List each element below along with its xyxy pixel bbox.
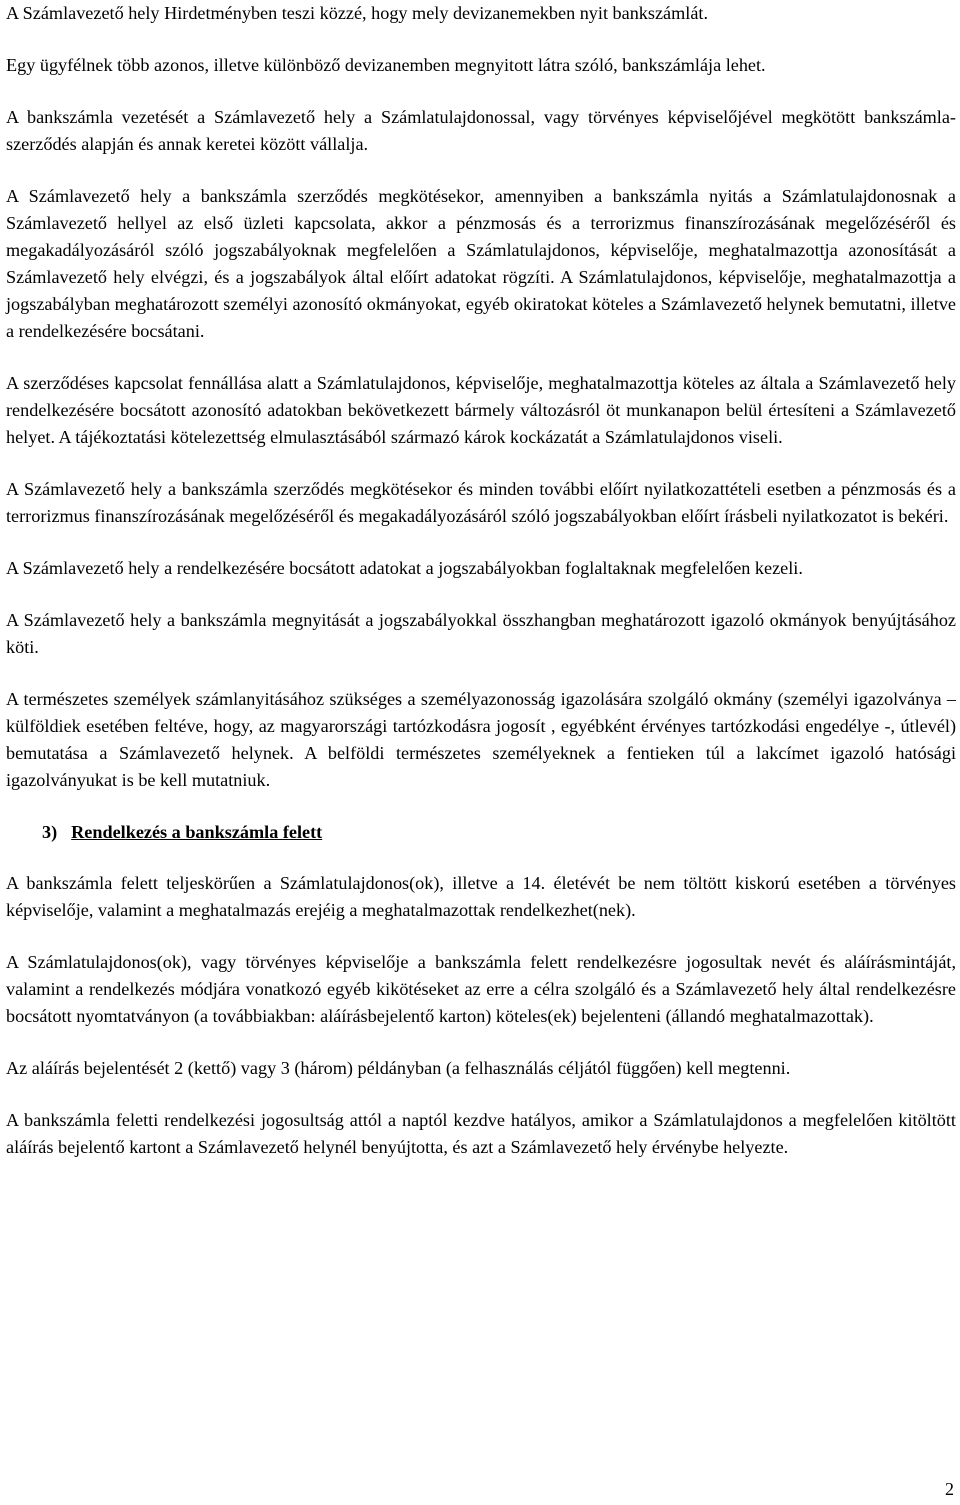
paragraph-6: A Számlavezető hely a bankszámla szerződés megkötésekor és minden további előírt nyilatkozattételi esetben a pénzmosás és a terrorizmus finanszírozásának megelőzéséről és megakadályozásáról szóló jogszabályokban előírt írásbeli nyilatkozatot is bekéri.	[6, 479, 956, 526]
paragraph-8: A Számlavezető hely a bankszámla megnyitását a jogszabályokkal összhangban meghatározott igazoló okmányok benyújtásához köti.	[6, 610, 956, 657]
paragraph-5: A szerződéses kapcsolat fennállása alatt a Számlatulajdonos, képviselője, meghatalmazottja köteles az általa a Számlavezető hely rendelkezésére bocsátott azonosító adatokban bekövetkezett bármely változásról öt munkanapon belül értesíteni a Számlavezető helyet. A tájékoztatási kötelezettség elmulasztásából származó károk kockázatát a Számlatulajdonos viseli.	[6, 373, 956, 447]
paragraph-9: A természetes személyek számlanyitásához szükséges a személyazonosság igazolására szolgáló okmány (személyi igazolványa – külföldiek esetében feltéve, hogy, az magyarországi tartózkodásra jogosít , egyébként érvényes tartózkodási engedélye -, útlevél) bemutatása a Számlavezető helynek. A belföldi természetes személyeknek a fentieken túl a lakcímet igazoló hatósági igazolványukat is be kell mutatniuk.	[6, 689, 956, 790]
paragraph-11: A Számlatulajdonos(ok), vagy törvényes képviselője a bankszámla felett rendelkezésre jogosultak nevét és aláírásmintáját, valamint a rendelkezés módjára vonatkozó egyéb kikötéseket az erre a célra szolgáló és a Számlavezető hely által rendelkezésre bocsátott nyomtatványon (a továbbiakban: aláírásbejelentő karton) köteles(ek) bejelenteni (állandó meghatalmazottak).	[6, 952, 956, 1026]
paragraph-12: Az aláírás bejelentését 2 (kettő) vagy 3 (három) példányban (a felhasználás céljától függően) kell megtenni.	[6, 1058, 791, 1078]
paragraph-4: A Számlavezető hely a bankszámla szerződés megkötésekor, amennyiben a bankszámla nyitás a Számlatulajdonosnak a Számlavezető hellyel az első üzleti kapcsolata, akkor a pénzmosás és a terrorizmus finanszírozásának megelőzéséről és megakadályozásáról szóló jogszabályoknak megfelelően a Számlatulajdonos, képviselője, meghatalmazottja azonosítását a Számlavezető hely elvégzi, és a jogszabályok által előírt adatokat rögzíti. A Számlatulajdonos, képviselője, meghatalmazottja a jogszabályban meghatározott személyi azonosító okmányokat, egyéb okiratokat köteles a Számlavezető helynek bemutatni, illetve a rendelkezésére bocsátani.	[6, 186, 956, 341]
paragraph-7: A Számlavezető hely a rendelkezésére bocsátott adatokat a jogszabályokban foglaltaknak megfelelően kezeli.	[6, 558, 803, 578]
paragraph-1: A Számlavezető hely Hirdetményben teszi közzé, hogy mely devizanemekben nyit bankszámlát.	[6, 3, 708, 23]
page-number: 2	[945, 1479, 954, 1499]
section-number: 3)	[42, 822, 58, 842]
paragraph-3: A bankszámla vezetését a Számlavezető hely a Számlatulajdonossal, vagy törvényes képviselőjével megkötött bankszámla-szerződés alapján és annak keretei között vállalja.	[6, 107, 956, 154]
document-page	[6, 0, 956, 1161]
paragraph-2: Egy ügyfélnek több azonos, illetve különböző devizanemben megnyitott látra szóló, bankszámlája lehet.	[6, 55, 766, 75]
section-heading	[6, 819, 956, 846]
paragraph-13: A bankszámla feletti rendelkezési jogosultság attól a naptól kezdve hatályos, amikor a Számlatulajdonos a megfelelően kitöltött aláírás bejelentő kartont a Számlavezető helynél benyújtotta, és azt a Számlavezető hely érvénybe helyezte.	[6, 1110, 956, 1157]
section-title: Rendelkezés a bankszámla felett	[71, 822, 323, 842]
paragraph-10: A bankszámla felett teljeskörűen a Számlatulajdonos(ok), illetve a 14. életévét be nem töltött kiskorú esetében a törvényes képviselője, valamint a meghatalmazás erejéig a meghatalmazottak rendelkezhet(nek).	[6, 873, 956, 920]
